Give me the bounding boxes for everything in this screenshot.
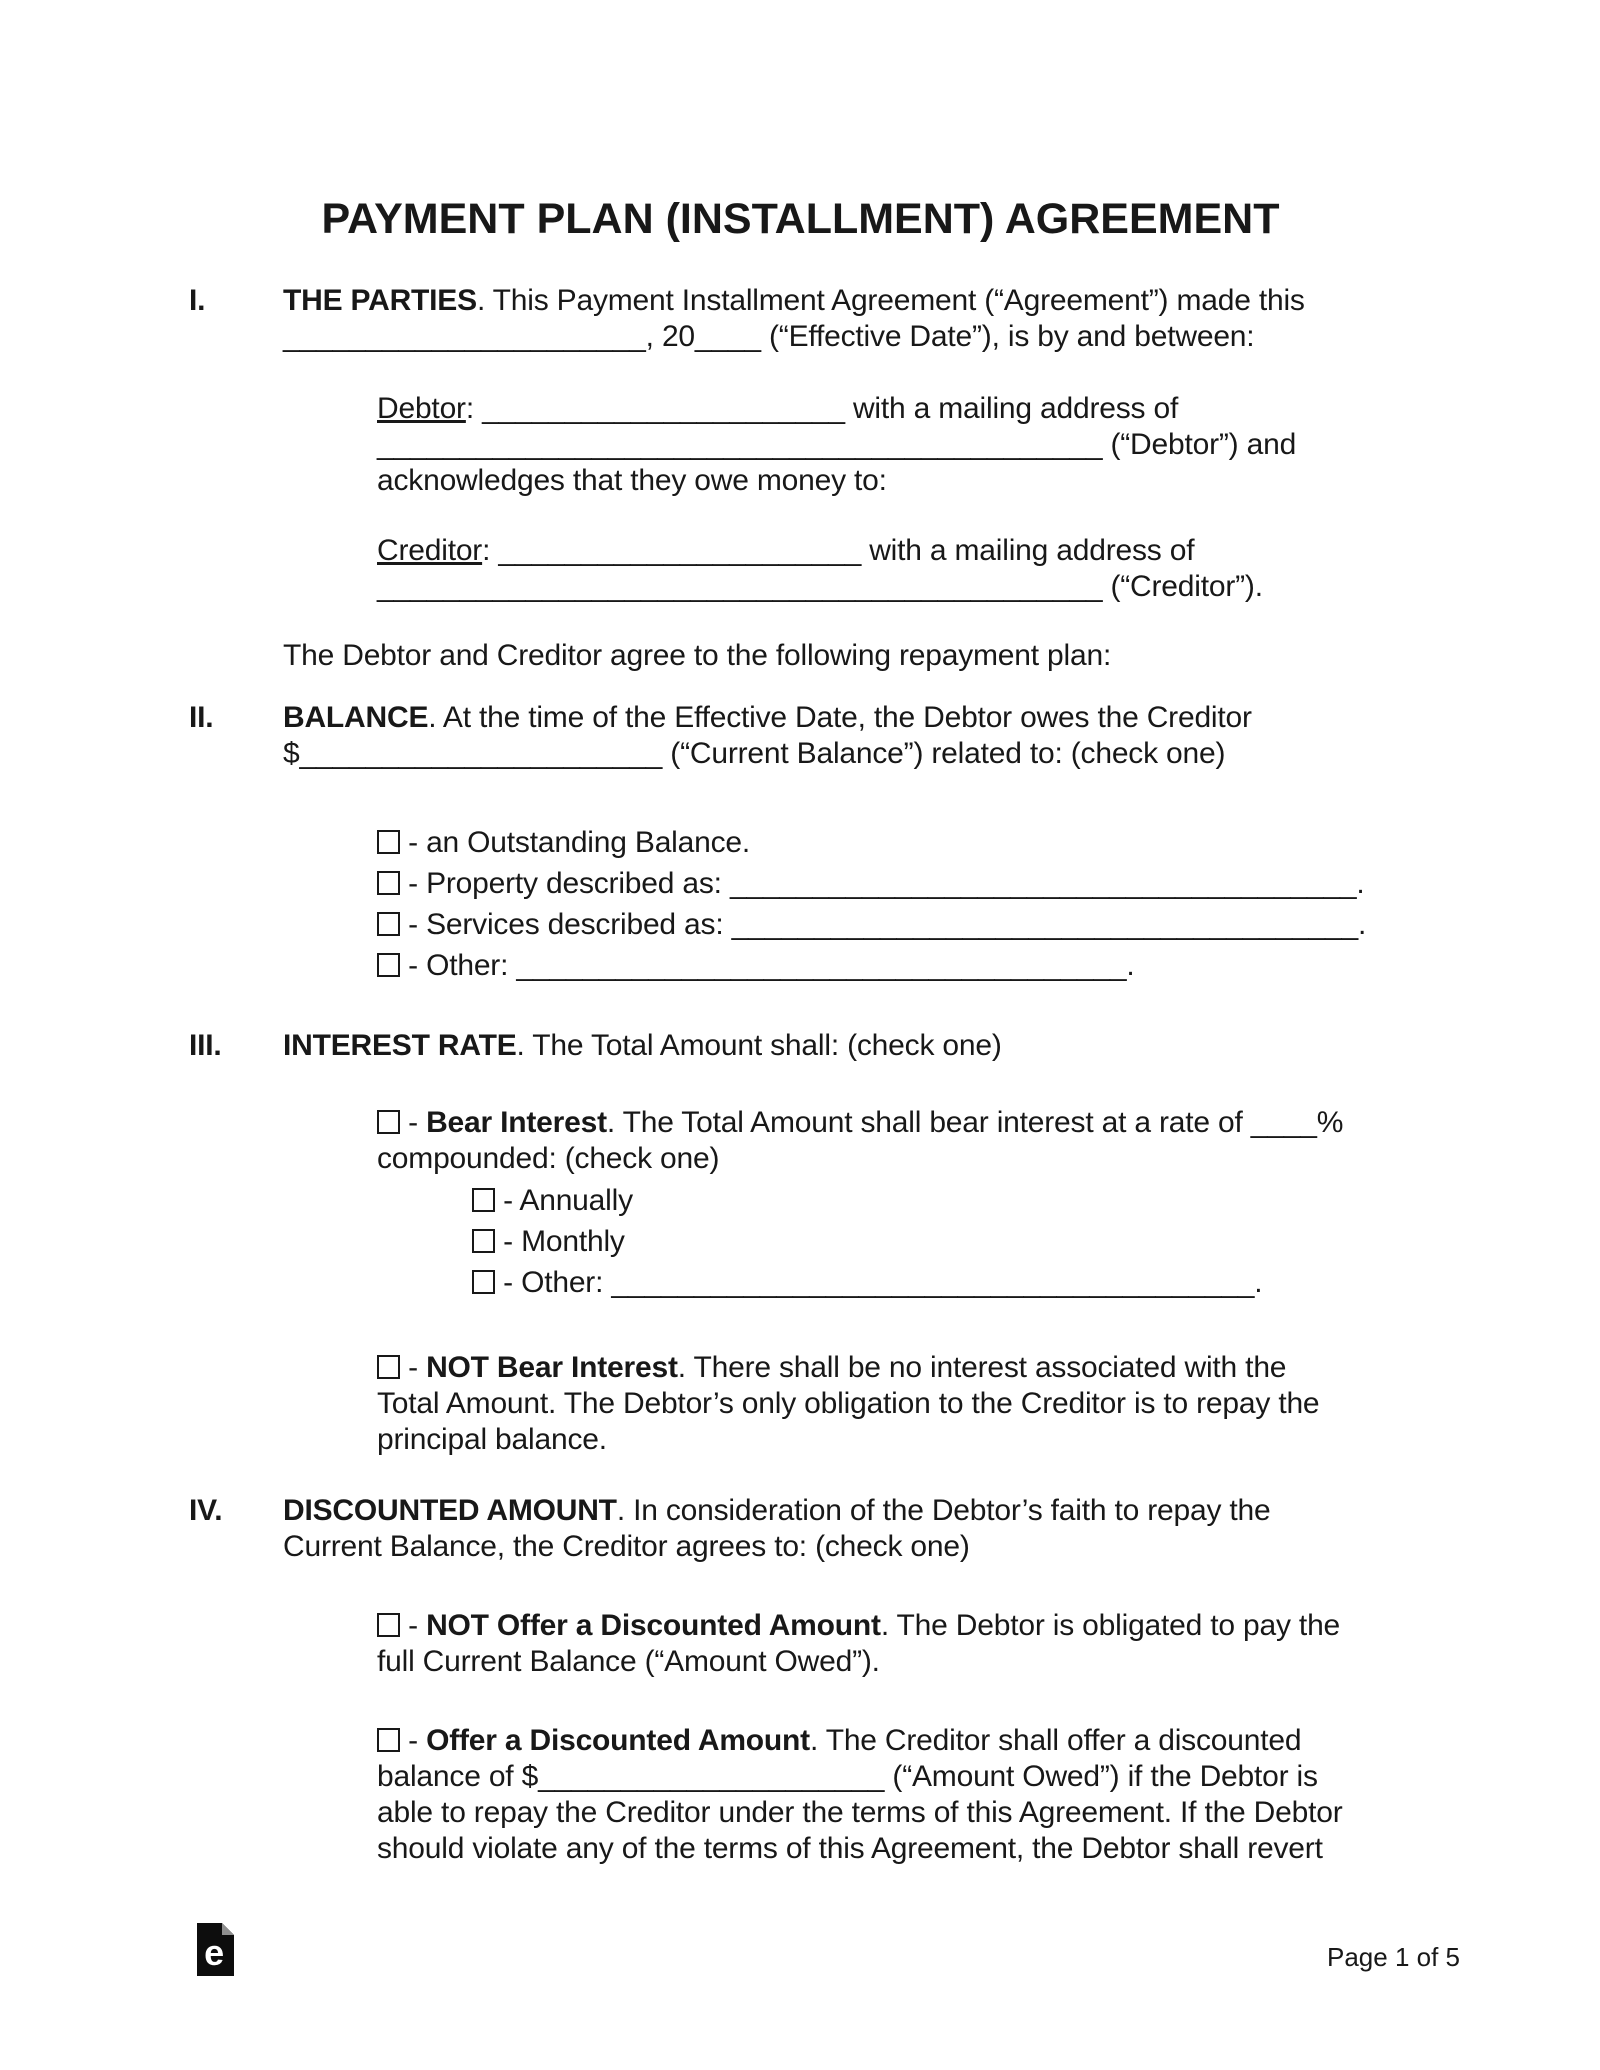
section-numeral: III. — [189, 1029, 222, 1062]
checkbox-icon[interactable] — [377, 1613, 400, 1637]
text-run: . The Total Amount shall bear interest at a rate of — [606, 1106, 1251, 1139]
paragraph-line — [377, 1386, 1412, 1422]
paragraph-line — [283, 319, 1412, 355]
text-run: . This Payment Installment Agreement (“Agreement”) made this — [476, 284, 1305, 317]
text-run: able to repay the Creditor under the terms of this Agreement. If the Debtor — [377, 1796, 1343, 1829]
checkbox-option-monthly — [472, 1224, 1412, 1260]
debtor-paragraph — [377, 391, 1412, 499]
property-description-blank-field[interactable]: ______________________________________ — [729, 867, 1357, 900]
debtor-name-blank-field[interactable]: ______________________ — [482, 392, 845, 425]
text-run: (“Creditor”). — [1102, 570, 1263, 603]
balance-option-list — [377, 825, 1412, 984]
option-dash: - — [400, 908, 427, 941]
option-label: Annually — [519, 1184, 633, 1217]
option-label: an Outstanding Balance. — [426, 826, 751, 859]
paragraph-line — [377, 569, 1412, 605]
paragraph-line — [377, 391, 1412, 427]
section-numeral: I. — [189, 284, 206, 317]
creditor-address-blank-field[interactable]: ____________________________________________ — [377, 570, 1103, 603]
option-label: Services described as: — [426, 908, 732, 941]
checkbox-option-annually — [472, 1183, 1412, 1219]
text-run: . The Total Amount shall: (check one) — [516, 1029, 1002, 1062]
currency-symbol: $ — [283, 737, 300, 770]
paragraph-line — [377, 533, 1412, 569]
paragraph-line — [377, 1422, 1412, 1458]
section-parties — [189, 283, 1412, 355]
option-dash: - — [495, 1225, 522, 1258]
section-interest-rate — [189, 1028, 1412, 1064]
creditor-label: Creditor — [377, 534, 483, 567]
option-bold-label: Bear Interest — [426, 1106, 607, 1139]
checkbox-icon[interactable] — [377, 830, 400, 854]
current-balance-blank-field[interactable]: ______________________ — [299, 737, 663, 770]
paragraph-line — [283, 736, 1412, 772]
option-dash: - — [400, 826, 427, 859]
checkbox-icon[interactable] — [377, 1728, 400, 1752]
text-run: (“Effective Date”), is by and between: — [760, 320, 1255, 353]
section-balance — [189, 700, 1412, 772]
checkbox-option-other-compounding — [472, 1265, 1412, 1301]
paragraph-line — [377, 427, 1412, 463]
paragraph-line — [283, 700, 1412, 736]
text-run: , 20 — [645, 320, 695, 353]
text-run: . In consideration of the Debtor’s faith to repay the — [616, 1494, 1271, 1527]
option-label: Monthly — [521, 1225, 625, 1258]
option-dash: - — [495, 1184, 520, 1217]
option-label: Other: — [521, 1266, 612, 1299]
creditor-paragraph — [377, 533, 1412, 605]
text-run: compounded: (check one) — [377, 1142, 720, 1175]
checkbox-icon[interactable] — [472, 1270, 495, 1294]
paragraph-line — [377, 1831, 1412, 1867]
other-description-blank-field[interactable]: _____________________________________ — [516, 949, 1127, 982]
text-run: principal balance. — [377, 1423, 607, 1456]
checkbox-icon[interactable] — [377, 871, 400, 895]
document-title: PAYMENT PLAN (INSTALLMENT) AGREEMENT — [321, 195, 1280, 243]
other-compounding-blank-field[interactable]: _______________________________________ — [611, 1266, 1255, 1299]
paragraph-line — [283, 1028, 1412, 1064]
page-number: Page 1 of 5 — [1327, 1942, 1460, 1972]
text-run: should violate any of the terms of this Agreement, the Debtor shall revert — [377, 1832, 1323, 1865]
checkbox-icon[interactable] — [472, 1229, 495, 1253]
debtor-label: Debtor — [377, 392, 466, 425]
option-dash: - — [400, 949, 427, 982]
checkbox-icon[interactable] — [472, 1188, 495, 1212]
paragraph-line — [377, 1141, 1412, 1177]
section-numeral: II. — [189, 701, 214, 734]
logo-letter: e — [204, 1932, 224, 1973]
discounted-balance-blank-field[interactable]: _____________________ — [538, 1760, 885, 1793]
paragraph-line — [283, 283, 1412, 319]
option-bear-interest — [377, 1105, 1412, 1177]
checkbox-icon[interactable] — [377, 1355, 400, 1379]
text-run: . At the time of the Effective Date, the Debtor owes the Creditor — [428, 701, 1252, 734]
checkbox-option-outstanding-balance — [377, 825, 1412, 861]
option-dash: - — [400, 1106, 427, 1139]
option-dash: - — [400, 1724, 427, 1757]
services-description-blank-field[interactable]: ______________________________________ — [731, 908, 1359, 941]
section-discounted-amount — [189, 1493, 1412, 1565]
option-dash: - — [400, 1609, 427, 1642]
checkbox-option-services — [377, 907, 1412, 943]
effective-date-blank-field[interactable]: ______________________ — [283, 320, 646, 353]
document-content — [189, 195, 1412, 1867]
text-run: : — [465, 392, 483, 425]
paragraph-line — [377, 1644, 1412, 1680]
checkbox-icon[interactable] — [377, 953, 400, 977]
paragraph-line — [377, 1723, 1412, 1759]
year-blank-field[interactable]: ____ — [694, 320, 761, 353]
currency-symbol: $ — [521, 1760, 539, 1793]
text-run: with a mailing address of — [844, 392, 1179, 425]
section-heading: BALANCE — [283, 701, 429, 734]
debtor-address-blank-field[interactable]: ____________________________________________ — [377, 428, 1103, 461]
option-suffix: . — [1126, 949, 1135, 982]
text-run: (“Current Balance”) related to: (check one) — [662, 737, 1226, 770]
compounding-option-list — [472, 1183, 1412, 1301]
section-heading: DISCOUNTED AMOUNT — [283, 1494, 617, 1527]
section-heading: THE PARTIES — [283, 284, 477, 317]
paragraph-line — [377, 1608, 1412, 1644]
option-dash: - — [400, 867, 427, 900]
paragraph-line — [283, 1529, 1412, 1565]
text-run: . The Debtor is obligated to pay the — [880, 1609, 1341, 1642]
option-bold-label: NOT Offer a Discounted Amount — [426, 1609, 881, 1642]
interest-rate-blank-field[interactable]: ____ — [1250, 1106, 1317, 1139]
eforms-logo-icon — [197, 1923, 234, 1976]
section-numeral: IV. — [189, 1494, 223, 1527]
text-run: : — [482, 534, 499, 567]
option-offer-discount — [377, 1723, 1412, 1867]
text-run: balance of — [377, 1760, 522, 1793]
text-run: full Current Balance (“Amount Owed”). — [377, 1645, 880, 1678]
checkbox-option-other — [377, 948, 1412, 984]
option-not-offer-discount — [377, 1608, 1412, 1680]
text-run: . There shall be no interest associated with the — [677, 1351, 1287, 1384]
text-run: (“Debtor”) and — [1102, 428, 1297, 461]
option-bold-label: Offer a Discounted Amount — [426, 1724, 810, 1757]
paragraph-line — [283, 638, 1412, 674]
text-run: Current Balance, the Creditor agrees to: (check one) — [283, 1530, 970, 1563]
paragraph-line — [377, 1759, 1412, 1795]
text-run: with a mailing address of — [861, 534, 1195, 567]
option-suffix: . — [1254, 1266, 1263, 1299]
option-dash: - — [495, 1266, 522, 1299]
option-bold-label: NOT Bear Interest — [426, 1351, 678, 1384]
agreement-intro — [189, 638, 1412, 674]
checkbox-icon[interactable] — [377, 1110, 400, 1134]
option-label: Other: — [426, 949, 517, 982]
paragraph-line — [377, 1795, 1412, 1831]
paragraph-line — [377, 463, 1412, 499]
checkbox-icon[interactable] — [377, 912, 400, 936]
creditor-name-blank-field[interactable]: ______________________ — [498, 534, 862, 567]
text-run: The Debtor and Creditor agree to the following repayment plan: — [283, 639, 1112, 672]
text-run: % — [1316, 1106, 1344, 1139]
paragraph-line — [283, 1493, 1412, 1529]
option-label: Property described as: — [426, 867, 730, 900]
checkbox-option-property — [377, 866, 1412, 902]
text-run: (“Amount Owed”) if the Debtor is — [884, 1760, 1318, 1793]
paragraph-line — [377, 1350, 1412, 1386]
option-suffix: . — [1358, 908, 1367, 941]
option-suffix: . — [1356, 867, 1365, 900]
option-not-bear-interest — [377, 1350, 1412, 1458]
text-run: acknowledges that they owe money to: — [377, 464, 887, 497]
text-run: . The Creditor shall offer a discounted — [809, 1724, 1302, 1757]
option-dash: - — [400, 1351, 427, 1384]
paragraph-line — [377, 1105, 1412, 1141]
text-run: Total Amount. The Debtor’s only obligation to the Creditor is to repay the — [377, 1387, 1320, 1420]
section-heading: INTEREST RATE — [283, 1029, 517, 1062]
